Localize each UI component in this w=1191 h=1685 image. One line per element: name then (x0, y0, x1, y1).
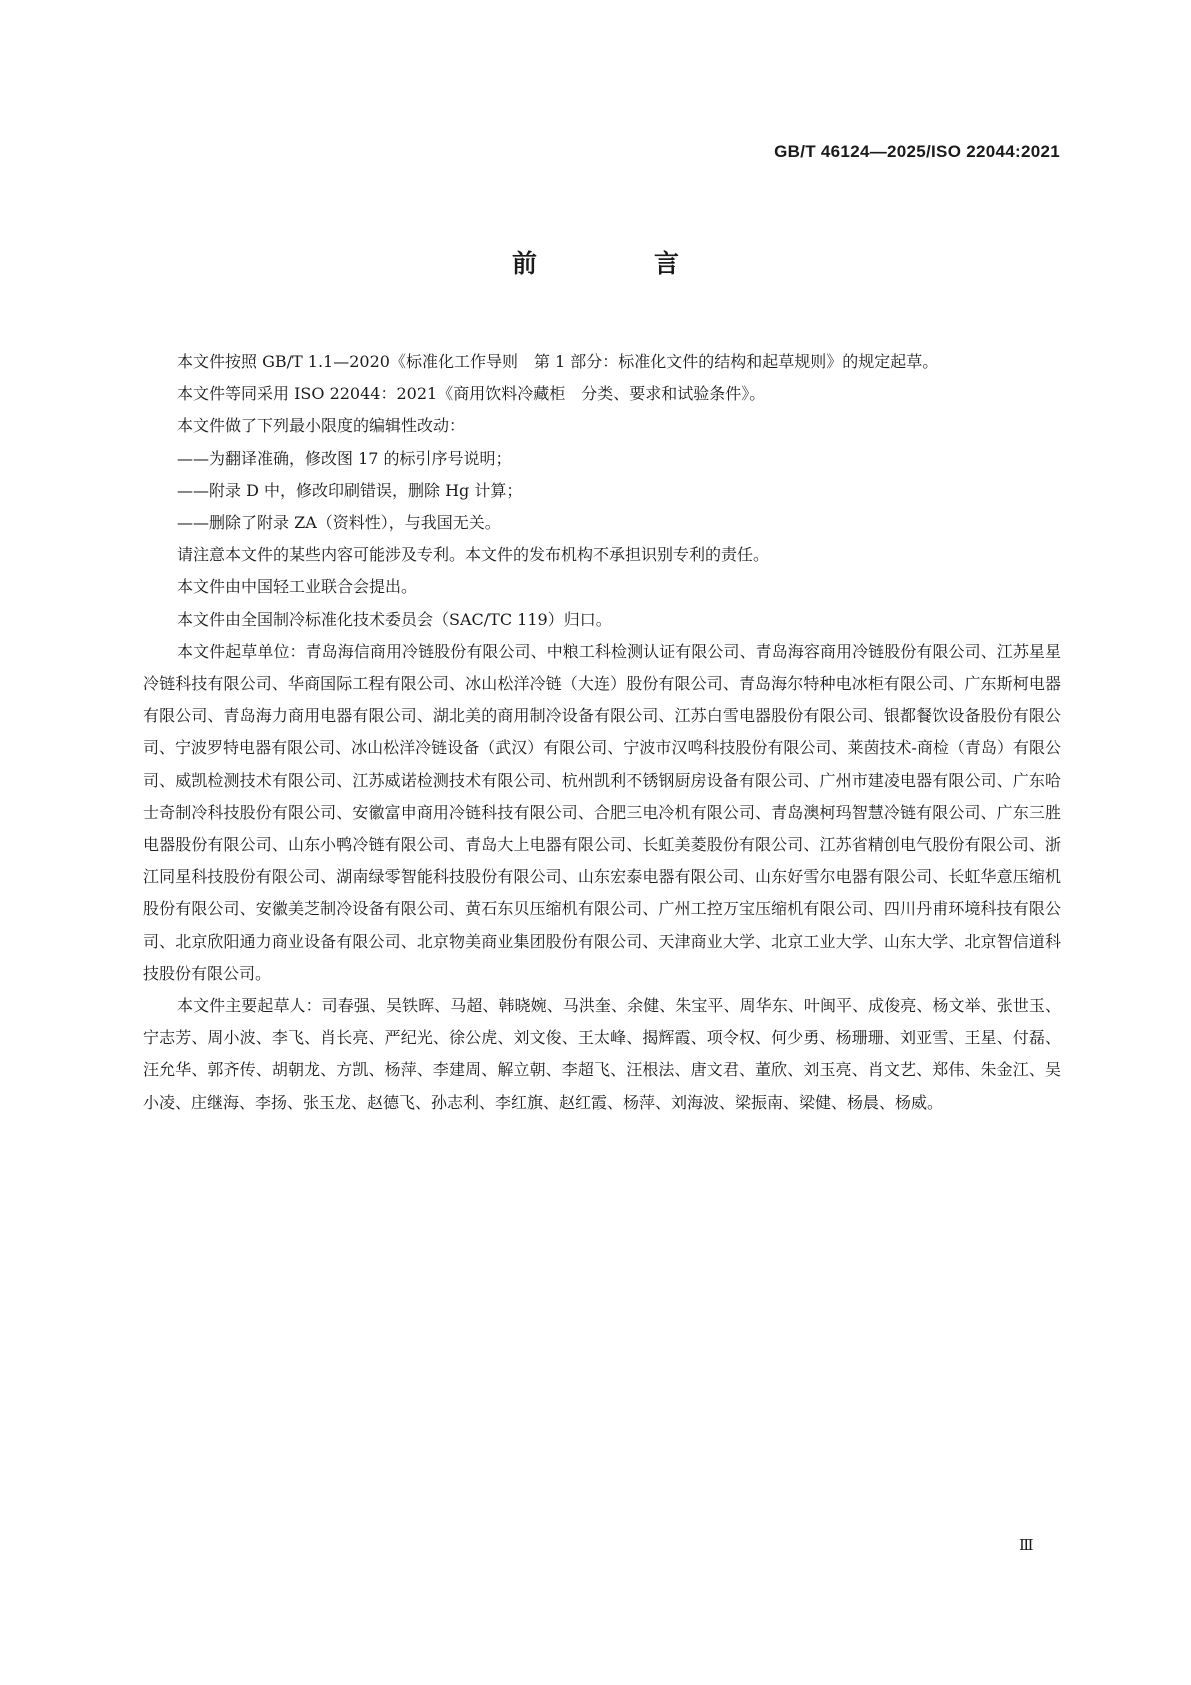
paragraph-patent-notice: 请注意本文件的某些内容可能涉及专利。本文件的发布机构不承担识别专利的责任。 (177, 545, 770, 565)
list-item-change-1: ——为翻译准确，修改图 17 的标引序号说明； (177, 448, 512, 468)
list-item-change-3: ——删除了附录 ZA（资料性），与我国无关。 (177, 513, 501, 533)
paragraph-drafting-rules: 本文件按照 GB/T 1.1—2020《标准化工作导则 第 1 部分：标准化文件的结构和起草规则》的规定起草。 (177, 352, 939, 371)
document-code: GB/T 46124—2025/ISO 22044:2021 (774, 142, 1060, 161)
paragraph-adoption: 本文件等同采用 ISO 22044：2021《商用饮料冷藏柜 分类、要求和试验条件》。 (177, 384, 766, 404)
paragraph-editorial-changes: 本文件做了下列最小限度的编辑性改动： (177, 416, 466, 436)
list-item-change-2: ——附录 D 中，修改印刷错误，删除 Hg 计算； (177, 480, 523, 500)
paragraph-proposed-by: 本文件由中国轻工业联合会提出。 (177, 577, 418, 597)
paragraph-main-drafters: 本文件主要起草人：司春强、吴铁晖、马超、韩晓婉、马洪奎、余健、朱宝平、周华东、叶闽平、成俊亮、杨文举、张世玉、宁志芳、周小波、李飞、肖长亮、严纪光、徐公虎、刘文俊、王太峰、揭辉霞、项令权、何少勇、杨珊珊、刘亚雪、王星、付磊、汪允华、郭齐传、胡朝龙、方凯、杨萍、李建周、解立朝、李超飞、汪根法、唐文君、董欣、刘玉亮、肖文艺、郑伟、朱金江、吴小凌、庄继海、李扬、张玉龙、赵德飞、孙志利、李红旗、赵红霞、杨萍、刘海波、梁振南、梁健、杨晨、杨威。 (143, 996, 1061, 1112)
page-number: Ⅲ (1019, 1536, 1034, 1554)
paragraph-under-jurisdiction: 本文件由全国制冷标准化技术委员会（SAC/TC 119）归口。 (177, 609, 612, 629)
foreword-body (143, 346, 1061, 1119)
page-title: 前 言 (511, 249, 725, 278)
paragraph-drafting-organizations: 本文件起草单位：青岛海信商用冷链股份有限公司、中粮工科检测认证有限公司、青岛海容商用冷链股份有限公司、江苏星星冷链科技有限公司、华商国际工程有限公司、冰山松洋冷链（大连）股份有限公司、青岛海尔特种电冰柜有限公司、广东斯柯电器有限公司、青岛海力商用电器有限公司、湖北美的商用制冷设备有限公司、江苏白雪电器股份有限公司、银都餐饮设备股份有限公司、宁波罗特电器有限公司、冰山松洋冷链设备（武汉）有限公司、宁波市汉鸣科技股份有限公司、莱茵技术-商检（青岛）有限公司、威凯检测技术有限公司、江苏威诺检测技术有限公司、杭州凯利不锈钢厨房设备有限公司、广州市建凌电器有限公司、广东哈士奇制冷科技股份有限公司、安徽富申商用冷链科技有限公司、合肥三电冷机有限公司、青岛澳柯玛智慧冷链有限公司、广东三胜电器股份有限公司、山东小鸭冷链有限公司、青岛大上电器有限公司、长虹美菱股份有限公司、江苏省精创电气股份有限公司、浙江同星科技股份有限公司、湖南绿零智能科技股份有限公司、山东宏泰电器有限公司、山东好雪尔电器有限公司、长虹华意压缩机股份有限公司、安徽美芝制冷设备有限公司、黄石东贝压缩机有限公司、广州工控万宝压缩机有限公司、四川丹甫环境科技有限公司、北京欣阳通力商业设备有限公司、北京物美商业集团股份有限公司、天津商业大学、北京工业大学、山东大学、北京智信道科技股份有限公司。 (143, 641, 1061, 983)
